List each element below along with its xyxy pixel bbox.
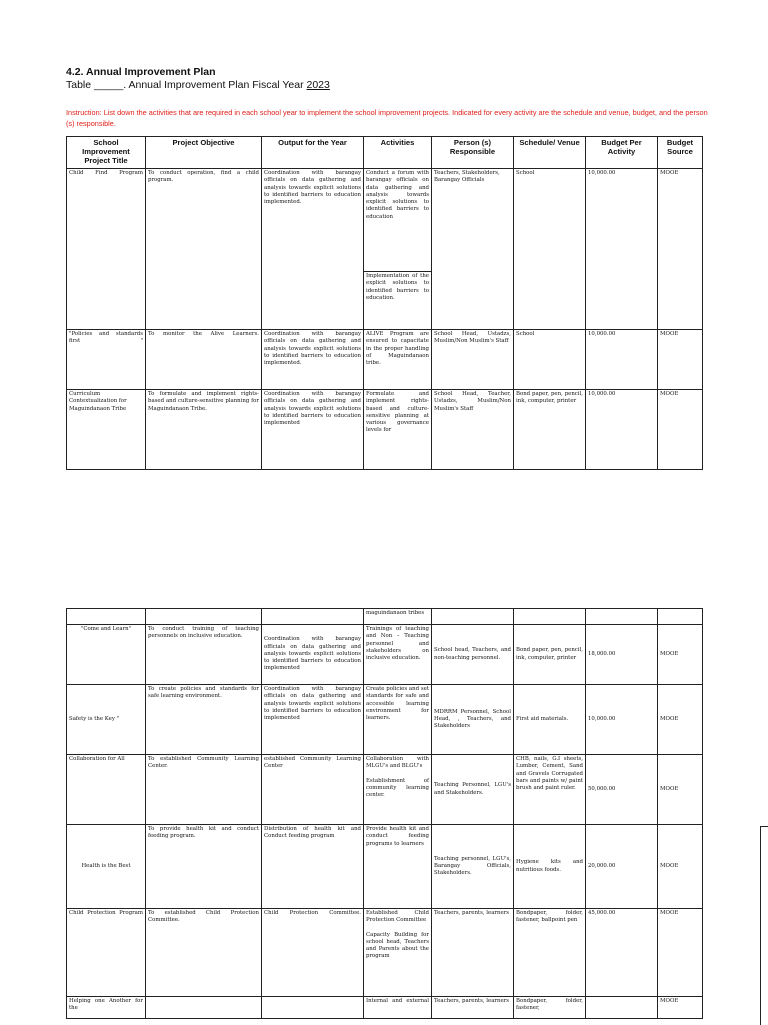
cell-activity: Conduct a forum with barangay officials on data gathering and analysis towards explicit solutions to identified barriers to education — [364, 169, 432, 272]
cell-activity: Implementation of the explicit solutions to identified barriers to education. — [364, 272, 432, 330]
cell-schedule: Bondpaper, folder, fastener, ballpoint pen — [514, 909, 586, 997]
cell-objective: To monitor the Alive Learners. — [146, 330, 262, 390]
cell-title: Child Find Program — [67, 169, 146, 330]
table-row — [67, 169, 703, 272]
header-row — [67, 137, 703, 169]
cell-source: MOOE — [658, 390, 703, 470]
cell-schedule: CHB, nails, G.I sheets, Lumber, Cement, Sand and Gravels Corrugated bars and paints w/ paint brush and paint ruler. — [514, 755, 586, 825]
cell-budget: 18,000.00 — [586, 625, 658, 685]
cell-objective: To conduct operation, find a child program. — [146, 169, 262, 330]
cell-source: MOOE — [658, 169, 703, 330]
cell-activity-continued: maguindanaon tribes — [364, 609, 432, 625]
col-header-output: Output for the Year — [262, 137, 364, 169]
cell-persons: MDRRM Personnel, School Head, , Teachers, and Stakeholders — [432, 685, 514, 755]
cell-output: Coordination with barangay officials on data gathering and analysis towards explicit solutions to identified barriers to education implemented — [262, 685, 364, 755]
fiscal-year: 2023 — [306, 79, 330, 91]
cell-activity: Established Child Protection Committee — [366, 910, 429, 924]
cell-source: MOOE — [658, 685, 703, 755]
cell-schedule: Bondpaper, folder, fastener, — [514, 997, 586, 1019]
cell-budget: 50,000.00 — [586, 755, 658, 825]
cell-persons: Teachers, parents, learners — [432, 909, 514, 997]
improvement-plan-table-part1 — [66, 136, 703, 470]
table-row — [67, 609, 703, 625]
cell-budget: 10,000.00 — [586, 330, 658, 390]
cell-title: "Policies and standards first " — [67, 330, 146, 390]
cell-output: Coordination with barangay officials on data gathering and analysis towards explicit solutions to identified barriers to education implemented. — [262, 169, 364, 330]
cell-activity: Provide health kit and conduct feeding programs to learners — [364, 825, 432, 909]
cell-source: MOOE — [658, 909, 703, 997]
col-header-schedule: Schedule/ Venue — [514, 137, 586, 169]
cell-persons: Teaching personnel, LGU's, Barangay Officials, Stakeholders. — [432, 825, 514, 909]
table-row — [67, 330, 703, 390]
cell-persons: School Head, Teacher, Ustadzs, Muslim/Non Muslim's Staff — [432, 390, 514, 470]
cell-activity: Internal and external — [364, 997, 432, 1019]
cell-activity: Capacity Building for school head, Teachers and Parents about the program — [366, 931, 429, 960]
cell-empty — [262, 609, 364, 625]
cell-activity-group — [364, 755, 432, 825]
cell-empty — [658, 609, 703, 625]
cell-schedule: School — [514, 330, 586, 390]
cell-activity: ALIVE Program are ensured to capacitate in the proper handling of Maguindanaon tribe. — [364, 330, 432, 390]
cell-title: Safety is the Key " — [67, 685, 146, 755]
col-header-objective: Project Objective — [146, 137, 262, 169]
cell-source: MOOE — [658, 755, 703, 825]
cell-activity: Create policies and set standards for safe and accessible learning environment for learners. — [364, 685, 432, 755]
col-header-source: Budget Source — [658, 137, 703, 169]
cell-objective: To formulate and implement rights-based and culture-sensitive planning for Maguindanaon Tribe. — [146, 390, 262, 470]
cell-schedule: Bond paper, pen, pencil, ink, computer, printer — [514, 390, 586, 470]
cell-source: MOOE — [658, 625, 703, 685]
table-row — [67, 390, 703, 470]
cell-budget: 45,000.00 — [586, 909, 658, 997]
cell-persons: Teaching Personnel, LGU's and Stakeholders. — [432, 755, 514, 825]
cell-budget: 10,000.00 — [586, 390, 658, 470]
cell-schedule: Hygiene kits and nutritious foods. — [514, 825, 586, 909]
cell-budget: 10,000.00 — [586, 169, 658, 330]
cell-output — [262, 997, 364, 1019]
cell-budget — [586, 997, 658, 1019]
cell-objective: To established Community Learning Center. — [146, 755, 262, 825]
cell-persons: Teachers, Stakeholders, Barangay Officials — [432, 169, 514, 330]
cell-activity: Trainings of teaching and Non – Teaching personnel and stakeholders on inclusive education. — [364, 625, 432, 685]
col-header-persons: Person (s) Responsible — [432, 137, 514, 169]
table-row — [67, 909, 703, 997]
table-caption — [66, 79, 330, 91]
section-heading: 4.2. Annual Improvement Plan — [66, 66, 216, 78]
cell-output: Child Protection Committee. — [262, 909, 364, 997]
table-caption-prefix: Table _____. Annual Improvement Plan Fiscal Year — [66, 79, 307, 91]
cell-source: MOOE — [658, 997, 703, 1019]
cell-objective — [146, 997, 262, 1019]
cell-title: Health is the Best — [67, 825, 146, 909]
table-row — [67, 825, 703, 909]
cell-title: Curriculum Contextualization for Maguindanaon Tribe — [67, 390, 146, 470]
cell-activity-group — [364, 909, 432, 997]
cell-budget: 10,000.00 — [586, 685, 658, 755]
cell-budget: 20,000.00 — [586, 825, 658, 909]
cell-schedule: Bond paper, pen, pencil, ink, computer, printer — [514, 625, 586, 685]
cell-output: Distribution of health kit and Conduct feeding program — [262, 825, 364, 909]
cell-title: "Come and Learn" — [67, 625, 146, 685]
cell-output: Coordination with barangay officials on data gathering and analysis towards explicit solutions to identified barriers to education implemented — [262, 625, 364, 685]
cell-output: Coordination with barangay officials on data gathering and analysis towards explicit solutions to identified barriers to education implemented — [262, 390, 364, 470]
instruction-text: Instruction: List down the activities that are required in each school year to implement the school improvement projects. Indicated for every activity are the schedule and venue, budget, and the person (s) responsible. — [66, 108, 708, 128]
cell-persons: School head, Teachers, and non-teaching personnel. — [432, 625, 514, 685]
cell-empty — [432, 609, 514, 625]
cell-objective: To established Child Protection Committee. — [146, 909, 262, 997]
cell-source: MOOE — [658, 330, 703, 390]
cell-empty — [146, 609, 262, 625]
cell-persons: Teachers, parents, learners — [432, 997, 514, 1019]
cell-empty — [514, 609, 586, 625]
col-header-activities: Activities — [364, 137, 432, 169]
cell-output: Coordination with barangay officials on data gathering and analysis towards explicit solutions to identified barriers to education implemented. — [262, 330, 364, 390]
improvement-plan-table-part2 — [66, 608, 703, 1019]
cell-activity: Formulate and implement rights-based and culture-sensitive planning at various governance levels for — [364, 390, 432, 470]
cell-empty — [586, 609, 658, 625]
table-row — [67, 755, 703, 825]
cell-activity: Collaboration with MLGU's and BLGU's — [366, 756, 429, 770]
cell-objective: To conduct training of teaching personnels on inclusive education. — [146, 625, 262, 685]
table-row — [67, 997, 703, 1019]
cell-objective: To provide health kit and conduct feeding program. — [146, 825, 262, 909]
cell-activity: Establishment of community learning center. — [366, 777, 429, 799]
cropped-table-edge — [760, 826, 768, 1025]
cell-persons: School Head, Ustadzs, Muslim/Non Muslim's Staff — [432, 330, 514, 390]
cell-objective: To create policies and standards for safe learning environment. — [146, 685, 262, 755]
cell-title: Helping one Another for the — [67, 997, 146, 1019]
col-header-title: School Improvement Project Title — [67, 137, 146, 169]
table-row — [67, 685, 703, 755]
cell-empty — [67, 609, 146, 625]
cell-schedule: School — [514, 169, 586, 330]
cell-schedule: First aid materials. — [514, 685, 586, 755]
cell-output: established Community Learning Center — [262, 755, 364, 825]
cell-source: MOOE — [658, 825, 703, 909]
cell-title: Collaboration for All — [67, 755, 146, 825]
table-row — [67, 625, 703, 685]
cell-title: Child Protection Program — [67, 909, 146, 997]
col-header-budget: Budget Per Activity — [586, 137, 658, 169]
